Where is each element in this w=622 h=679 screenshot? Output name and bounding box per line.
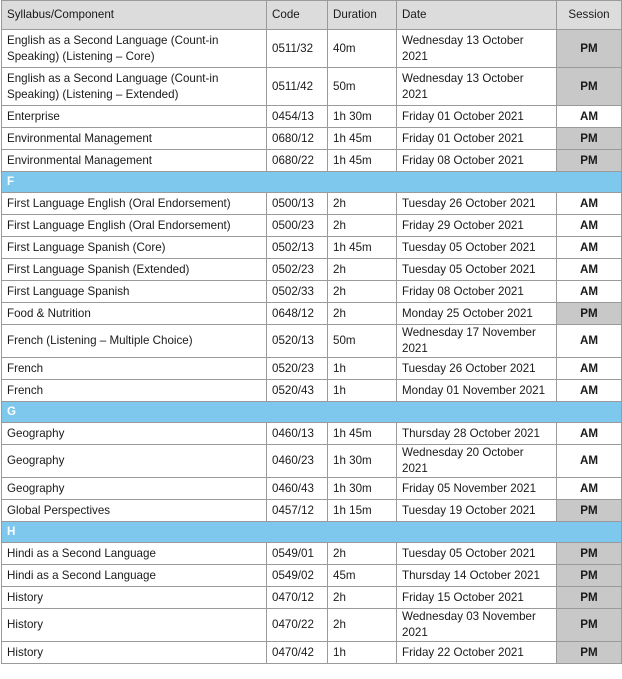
table-row <box>2 281 622 303</box>
cell-syllabus: French <box>2 380 267 402</box>
cell-session: AM <box>557 478 622 500</box>
cell-duration: 45m <box>328 565 397 587</box>
table-row <box>2 609 622 642</box>
cell-session: AM <box>557 325 622 358</box>
cell-duration: 2h <box>328 587 397 609</box>
cell-session: PM <box>557 128 622 150</box>
cell-date: Wednesday 17 November 2021 <box>397 325 557 358</box>
cell-code: 0502/13 <box>267 237 328 259</box>
table-row <box>2 325 622 358</box>
table-row <box>2 150 622 172</box>
cell-date: Wednesday 13 October 2021 <box>397 68 557 106</box>
cell-duration: 2h <box>328 609 397 642</box>
cell-syllabus: French (Listening – Multiple Choice) <box>2 325 267 358</box>
cell-code: 0680/22 <box>267 150 328 172</box>
cell-session: AM <box>557 445 622 478</box>
cell-date: Tuesday 19 October 2021 <box>397 500 557 522</box>
cell-duration: 50m <box>328 68 397 106</box>
cell-date: Tuesday 05 October 2021 <box>397 543 557 565</box>
cell-syllabus: Global Perspectives <box>2 500 267 522</box>
cell-code: 0511/32 <box>267 30 328 68</box>
cell-session: AM <box>557 237 622 259</box>
cell-session: AM <box>557 215 622 237</box>
cell-date: Friday 29 October 2021 <box>397 215 557 237</box>
cell-date: Friday 01 October 2021 <box>397 128 557 150</box>
section-letter-row <box>2 402 622 423</box>
cell-duration: 1h 45m <box>328 237 397 259</box>
cell-date: Wednesday 20 October 2021 <box>397 445 557 478</box>
cell-session: PM <box>557 150 622 172</box>
cell-code: 0500/23 <box>267 215 328 237</box>
table-row <box>2 500 622 522</box>
cell-duration: 2h <box>328 543 397 565</box>
table-row <box>2 193 622 215</box>
table-row <box>2 478 622 500</box>
cell-date: Friday 08 October 2021 <box>397 150 557 172</box>
cell-duration: 2h <box>328 259 397 281</box>
cell-session: AM <box>557 423 622 445</box>
cell-code: 0457/12 <box>267 500 328 522</box>
cell-duration: 40m <box>328 30 397 68</box>
cell-duration: 2h <box>328 193 397 215</box>
cell-code: 0680/12 <box>267 128 328 150</box>
cell-duration: 1h 45m <box>328 423 397 445</box>
cell-session: PM <box>557 500 622 522</box>
cell-date: Friday 08 October 2021 <box>397 281 557 303</box>
cell-duration: 2h <box>328 303 397 325</box>
cell-code: 0470/22 <box>267 609 328 642</box>
cell-code: 0549/02 <box>267 565 328 587</box>
cell-date: Wednesday 03 November 2021 <box>397 609 557 642</box>
cell-date: Friday 01 October 2021 <box>397 106 557 128</box>
cell-syllabus: French <box>2 358 267 380</box>
cell-code: 0502/33 <box>267 281 328 303</box>
cell-code: 0500/13 <box>267 193 328 215</box>
cell-session: PM <box>557 68 622 106</box>
cell-session: PM <box>557 30 622 68</box>
cell-syllabus: English as a Second Language (Count-in Speaking) (Listening – Core) <box>2 30 267 68</box>
section-letter: H <box>2 522 622 543</box>
cell-session: PM <box>557 565 622 587</box>
table-row <box>2 358 622 380</box>
cell-session: PM <box>557 642 622 664</box>
cell-code: 0520/43 <box>267 380 328 402</box>
table-row <box>2 237 622 259</box>
table-row <box>2 215 622 237</box>
table-row <box>2 68 622 106</box>
cell-duration: 1h 30m <box>328 106 397 128</box>
cell-date: Wednesday 13 October 2021 <box>397 30 557 68</box>
cell-session: AM <box>557 193 622 215</box>
table-row <box>2 587 622 609</box>
table-row <box>2 565 622 587</box>
cell-code: 0511/42 <box>267 68 328 106</box>
cell-date: Friday 15 October 2021 <box>397 587 557 609</box>
table-row <box>2 30 622 68</box>
section-letter: F <box>2 172 622 193</box>
cell-syllabus: First Language English (Oral Endorsement) <box>2 215 267 237</box>
cell-syllabus: Geography <box>2 423 267 445</box>
table-row <box>2 128 622 150</box>
table-row <box>2 423 622 445</box>
cell-date: Tuesday 26 October 2021 <box>397 358 557 380</box>
header-code: Code <box>267 1 328 30</box>
cell-syllabus: First Language Spanish <box>2 281 267 303</box>
cell-syllabus: First Language Spanish (Core) <box>2 237 267 259</box>
cell-session: AM <box>557 358 622 380</box>
cell-duration: 1h <box>328 642 397 664</box>
cell-session: AM <box>557 259 622 281</box>
cell-code: 0470/12 <box>267 587 328 609</box>
cell-code: 0460/13 <box>267 423 328 445</box>
cell-code: 0520/13 <box>267 325 328 358</box>
header-duration: Duration <box>328 1 397 30</box>
cell-syllabus: Geography <box>2 478 267 500</box>
table-row <box>2 642 622 664</box>
cell-syllabus: Environmental Management <box>2 150 267 172</box>
cell-date: Monday 25 October 2021 <box>397 303 557 325</box>
table-row <box>2 543 622 565</box>
cell-date: Friday 22 October 2021 <box>397 642 557 664</box>
cell-syllabus: Food & Nutrition <box>2 303 267 325</box>
cell-date: Monday 01 November 2021 <box>397 380 557 402</box>
cell-duration: 1h 30m <box>328 478 397 500</box>
header-date: Date <box>397 1 557 30</box>
cell-session: AM <box>557 281 622 303</box>
cell-duration: 2h <box>328 281 397 303</box>
timetable-body <box>2 30 622 664</box>
cell-duration: 1h 30m <box>328 445 397 478</box>
cell-duration: 50m <box>328 325 397 358</box>
exam-timetable <box>1 0 622 664</box>
cell-date: Tuesday 05 October 2021 <box>397 259 557 281</box>
cell-duration: 1h <box>328 380 397 402</box>
table-row <box>2 106 622 128</box>
cell-code: 0502/23 <box>267 259 328 281</box>
cell-syllabus: English as a Second Language (Count-in Speaking) (Listening – Extended) <box>2 68 267 106</box>
cell-syllabus: Hindi as a Second Language <box>2 565 267 587</box>
cell-syllabus: First Language English (Oral Endorsement) <box>2 193 267 215</box>
cell-code: 0470/42 <box>267 642 328 664</box>
cell-code: 0520/23 <box>267 358 328 380</box>
cell-session: PM <box>557 587 622 609</box>
table-row <box>2 380 622 402</box>
header-row <box>2 1 622 30</box>
header-session: Session <box>557 1 622 30</box>
cell-code: 0454/13 <box>267 106 328 128</box>
cell-session: AM <box>557 106 622 128</box>
cell-code: 0460/23 <box>267 445 328 478</box>
section-letter-row <box>2 522 622 543</box>
cell-code: 0648/12 <box>267 303 328 325</box>
cell-syllabus: Enterprise <box>2 106 267 128</box>
cell-duration: 1h 45m <box>328 150 397 172</box>
cell-date: Friday 05 November 2021 <box>397 478 557 500</box>
cell-syllabus: First Language Spanish (Extended) <box>2 259 267 281</box>
table-row <box>2 445 622 478</box>
header-syllabus: Syllabus/Component <box>2 1 267 30</box>
cell-session: PM <box>557 609 622 642</box>
cell-code: 0549/01 <box>267 543 328 565</box>
cell-syllabus: History <box>2 609 267 642</box>
cell-session: AM <box>557 380 622 402</box>
section-letter-row <box>2 172 622 193</box>
section-letter: G <box>2 402 622 423</box>
cell-session: PM <box>557 303 622 325</box>
cell-code: 0460/43 <box>267 478 328 500</box>
table-row <box>2 259 622 281</box>
cell-duration: 1h 45m <box>328 128 397 150</box>
cell-syllabus: History <box>2 587 267 609</box>
cell-duration: 1h 15m <box>328 500 397 522</box>
table-row <box>2 303 622 325</box>
cell-date: Tuesday 26 October 2021 <box>397 193 557 215</box>
cell-syllabus: Environmental Management <box>2 128 267 150</box>
cell-date: Tuesday 05 October 2021 <box>397 237 557 259</box>
cell-date: Thursday 28 October 2021 <box>397 423 557 445</box>
cell-syllabus: History <box>2 642 267 664</box>
cell-duration: 1h <box>328 358 397 380</box>
cell-syllabus: Geography <box>2 445 267 478</box>
cell-session: PM <box>557 543 622 565</box>
cell-date: Thursday 14 October 2021 <box>397 565 557 587</box>
cell-duration: 2h <box>328 215 397 237</box>
cell-syllabus: Hindi as a Second Language <box>2 543 267 565</box>
